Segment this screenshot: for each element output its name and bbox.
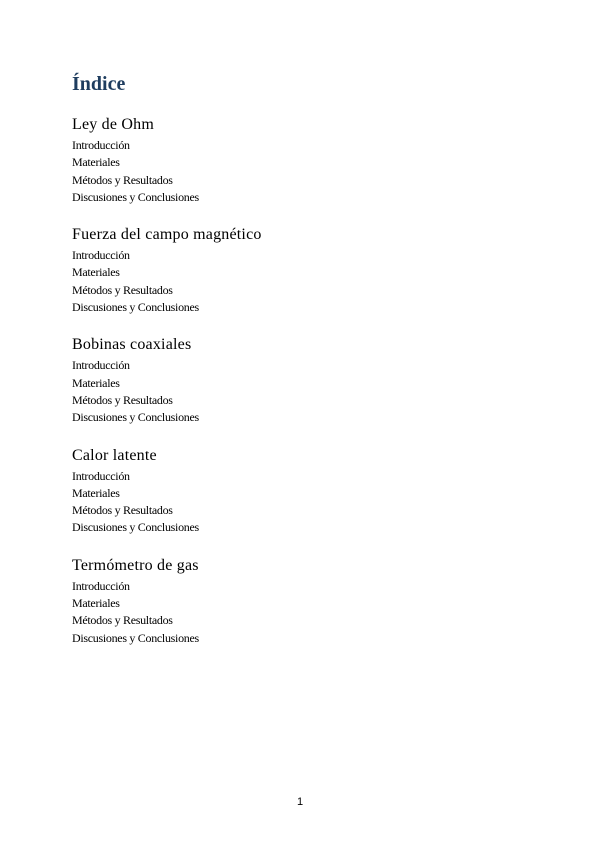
toc-item[interactable]: Métodos y Resultados [72,282,173,297]
toc-item[interactable]: Introducción [72,468,130,483]
toc-item[interactable]: Discusiones y Conclusiones [72,410,199,425]
table-of-contents [72,115,532,666]
toc-item[interactable]: Métodos y Resultados [72,613,173,628]
toc-item[interactable]: Materiales [72,596,120,611]
toc-item[interactable]: Discusiones y Conclusiones [72,630,199,645]
toc-section-calor-latente [72,446,532,537]
toc-item[interactable]: Introducción [72,578,130,593]
toc-section-title[interactable]: Bobinas coaxiales [72,336,192,354]
toc-section-title[interactable]: Termómetro de gas [72,556,199,574]
toc-item[interactable]: Materiales [72,485,120,500]
toc-item[interactable]: Discusiones y Conclusiones [72,300,199,315]
toc-item[interactable]: Métodos y Resultados [72,172,173,187]
toc-item[interactable]: Introducción [72,358,130,373]
toc-section-title[interactable]: Ley de Ohm [72,116,154,133]
toc-item[interactable]: Materiales [72,155,120,170]
toc-section-title[interactable]: Calor latente [72,446,157,464]
toc-section-ley-de-ohm [72,115,532,206]
toc-item[interactable]: Materiales [72,265,120,280]
toc-section-title[interactable]: Fuerza del campo magnético [72,226,262,244]
toc-item[interactable]: Métodos y Resultados [72,392,173,407]
toc-item[interactable]: Discusiones y Conclusiones [72,189,199,204]
page-title: Índice [72,73,126,95]
toc-section-bobinas-coaxiales [72,335,532,426]
toc-item[interactable]: Introducción [72,248,130,263]
toc-section-fuerza-campo-magnetico [72,225,532,316]
toc-item[interactable]: Métodos y Resultados [72,503,173,518]
toc-item[interactable]: Discusiones y Conclusiones [72,520,199,535]
toc-section-termometro-de-gas [72,556,532,647]
page-number: 1 [296,796,304,808]
toc-item[interactable]: Materiales [72,375,120,390]
toc-item[interactable]: Introducción [72,138,130,152]
